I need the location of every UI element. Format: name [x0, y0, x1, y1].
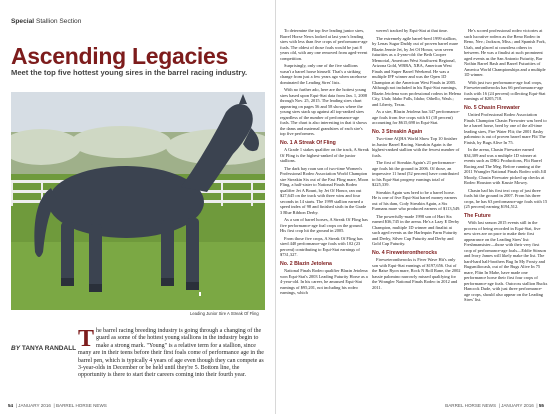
article-column-1: To determine the top five leading junior sires, Barrel Horse News looked at last year's leading sires with less than five crops of performance-age foals. The oldest of those foals would be just 8 years old, with any one removed from aged-event competition. Surprisingly, only one of the five stallions wasn't a barrel horse himself. That's a striking change from just a few years ago when racehorse dominated the Leading Sires' lists. With no further ado, here are the hottest young sires based upon Equi-Stat data from Jan. 1, 2008 through Nov. 25, 2015. The leading sires chart appearing on pages 56 and 58 shows where the young sires stack up against all top-ranked sires regardless of the number of performance-age foals. The chart is also interesting in that it shows the dams and maternal grandsires of each sire's top five performers. No. 1 A Streak Of Fling A Grade 1 stakes qualifier on the track, A Streak Of Fling is the highest-ranked of the junior stallions. The dark bay roan son of two-time Women's Professional Rodeo Association World Champion sire Streakin Six out of the Fast Fling mare, Moon Fling, a half-sister to National Finals Rodeo qualifier Jet A Bount, by Jet Of Honor, ran out $27,645 on the track with three wins and four seconds in 14 starts. The 1999 stallion earned a speed index of 98 and finished sixth in the Grade 3 Blue Ribbon Derby. As a son of barrel horses, A Streak Of Fling has five performance-age foal crops on the ground. His first crop hit the ground in 2005. From those five crops, A Streak Of Fling has sired 440 performance-age foals with 102 (23 percent) contributing to Equi-Stat earnings of $731,327. No. 2 Blazin Jetolena National Finals Rodeo qualifier Blazin Jetolena won Equi-Stat's 2003 Leading Futurity Horse as a 4-year-old. In his career, he amassed Equi-Stat earnings of $95,201, not including his rodeo earnings, which — [280, 28, 369, 295]
section-label: Special Stallion Section — [11, 18, 82, 25]
subhead-no2: No. 2 Blazin Jetolena — [280, 260, 332, 267]
article-column-3: He's scored professional rodeo victories at such lucrative rodeos as the Reno Rodeo in Reno, Nev.; Jackson, Miss.; and Spanish Fork, Utah, and placed at countless others in between. He was a finalist at such prominent aged events as the San Antonio Futurity, Bar Nothin Barrel Bash and Barrel Futurities of America World Championships and a multiple 1D winner. With just two performance-age foal crops, Fireweterontherocks has 66 performance-age foals with 16 (24 percent) collecting Equi-Stat earnings of $205,718. No. 5 Chasin Firewater United Professional Rodeo Association Finals Champion Chasin Firewater was bred to be a barrel horse, bred by one of the all-time leading sires, Fire Water Flit; the 2001 flashy palomino is out of proven barrel mare Flit The Finish, by Bugs Alive In 75. In the arena, Chasin Firewater earned $34,309 and was a multiple 1D winner at events such as DRG Productions, Flit Barrel Racing and The Meg. Before running at the 2011 Wrangler National Finals Rodeo with Jill Moody, Chasin Firewater picked up checks at Rodeo Houston with Kassie Mowry. Chasin had his first text crop of just three foals hit the ground in 2007. From his three crops, he has 63 performance-age foals with 15 (25 percent) earning $194,512. The Future With last season 2015 events still in the process of being recorded in Equi-Stat, five new sires are on pace to make their first appearance on the Leading Sires' list: Freshmansister—those with their very first crop of performance-age foals—Eddie Stinson and Ivory James will likely make the list. The hard-hard half-brothers Bug In My Frosty and Bugsmiliocash, out of the Bugs Alive In 75 mare, Flitn In Mabe, have made one performance horse their first four crops of performance-age foals. Outcross stallion Bucks Hancock Dude, with just three performance-age crops, should also appear on the Leading Sires' list. — [464, 28, 548, 302]
article-column-2: weren't tracked by Equi-Stat at that time. The extremely agile barrel-bred 1999 stallion, by Lenas Sugar Daddy out of proven barrel mare Blazin Jennie Jet, by Jet Of Honor, won seven futurities as a 4-year-old: the Beth Cooper Memorial, American West Southwest Regional, Arizona Gold, WBRA, XBA, American West Finals and Super Barrel Weekend. He was a multiple IFF winner and was the Open 1D Champion at the American West Finals in 2005. Although not included in his Equi-Stat earnings, Blazin Jetolena won professional rodeos in Helena City, Utah; Idaho Falls, Idaho; Othello, Wash.; and Liberty, Texas. As a sire, Blazin Jetolena has 347 performance-age foals from five crops with 61 (18 percent) accounting for $615,698 in Equi-Stat. No. 3 Streakin Again Two-time AQHA World Show Top 10 finisher in Junior Barrel Racing, Streakin Again is the highest-ranked stallion with the fewest number of foals. The first of Streakin Again's 21 performance-age foals hit the ground in 2006. Of those, an impressive 11 head (52 percent) have contributed to his Equi-Stat progeny earnings total of $225,339. Streakin Again was bred to be a barrel horse. He is one of five Equi-Stat barrel money earners out of his dam, Cody Streakin Again, a Six Furmans mare who produced earners of $113,549. The powerfully-made 1998 son of Hart Six earned $36,745 in the arena. He's a Lazy E Derby Champion, multiple 1D winner and finalist at such aged events as the Harlequin Farm Futurity and Derby, Silver Cup Futurity and Derby and Gold Cup Futurity. No. 4 Fireweterontherocks Fireweterontherocks is Fiver Wave Hit's only son with Equi-Stat earnings of $197,656. Out of the Raise Ryon mare, Rock N Roll Rane, the 2002 bassie palomino narrowly missed qualifying for the Wrangler National Finals Rodeo in 2012 and 2011. — [372, 28, 462, 290]
article-title: Ascending Legacies — [11, 43, 229, 69]
subhead-no5: No. 5 Chasin Firewater — [464, 104, 520, 111]
subhead-future: The Future — [464, 212, 491, 219]
byline: BY TANYA RANDALL — [11, 345, 77, 352]
left-footer: 54 | JANUARY 2016 | BARREL HORSE NEWS — [8, 403, 107, 408]
stallion-photo — [11, 92, 265, 310]
article-deck: Meet the top five hottest young sires in the barrel racing industry. — [11, 68, 248, 77]
subhead-no4: No. 4 Fireweterontherocks — [372, 249, 438, 256]
intro-paragraph: T he barrel racing breeding industry is going through a changing of the guard as some of the hottest young stallions in the industry begin to make a strong mark. "Young" is a relative term for a stallion, since many are in their teens before their first foals come of performance age in the barrel pen, which is typically 4 years of age even though they can compete as 3-year-olds in December or be held until they're 5. Bottom line, the opportunity is there to start their careers coming into their fourth year. — [78, 326, 264, 379]
photo-caption: Leading Junior Sire A Streak Of Fling — [190, 311, 259, 316]
subhead-no3: No. 3 Streakin Again — [372, 128, 423, 135]
right-footer: BARREL HORSE NEWS | JANUARY 2016 | 55 — [445, 403, 544, 408]
subhead-no1: No. 1 A Streak Of Fling — [280, 139, 336, 146]
right-page — [276, 0, 552, 414]
drop-cap: T — [78, 326, 95, 352]
